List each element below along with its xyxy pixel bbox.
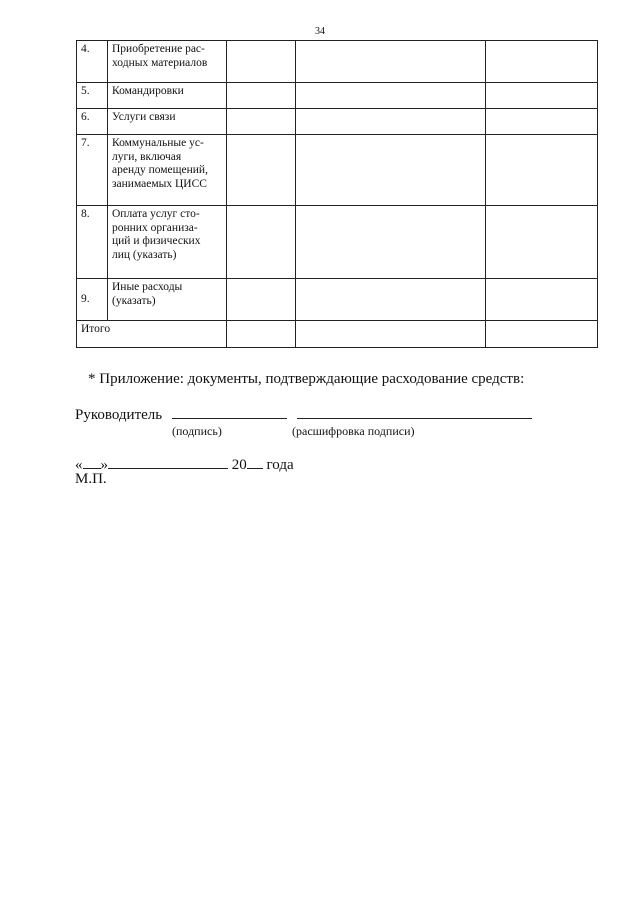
table-row	[77, 41, 598, 83]
total-cell	[296, 321, 486, 348]
row-label: Командировки	[108, 83, 227, 109]
seal-mark: М.П.	[75, 471, 107, 487]
month-field[interactable]	[108, 454, 228, 469]
expense-table	[76, 40, 598, 348]
row-label: Оплата услуг сто- ронних организа- ций и физических лиц (указать)	[108, 206, 227, 279]
amount-cell	[296, 206, 486, 279]
signature-line	[75, 404, 532, 424]
amount-cell	[227, 135, 296, 206]
date-line	[75, 454, 294, 474]
close-quote: »	[100, 457, 108, 473]
row-label: Приобретение рас- ходных материалов	[108, 41, 227, 83]
amount-cell	[486, 109, 598, 135]
amount-cell	[486, 135, 598, 206]
amount-cell	[486, 41, 598, 83]
row-number: 7.	[77, 135, 108, 206]
page-number: 34	[315, 26, 325, 37]
amount-cell	[296, 83, 486, 109]
amount-cell	[486, 279, 598, 321]
total-cell	[486, 321, 598, 348]
row-number: 6.	[77, 109, 108, 135]
row-label: Иные расходы (указать)	[108, 279, 227, 321]
amount-cell	[486, 206, 598, 279]
amount-cell	[296, 279, 486, 321]
year-prefix: 20	[231, 457, 247, 473]
total-label: Итого	[77, 321, 227, 348]
amount-cell	[296, 41, 486, 83]
table-row	[77, 135, 598, 206]
amount-cell	[296, 109, 486, 135]
appendix-note: * Приложение: документы, подтверждающие расходование средств:	[88, 371, 525, 387]
table-row	[77, 83, 598, 109]
row-number: 8.	[77, 206, 108, 279]
row-number: 9.	[77, 279, 108, 321]
day-field[interactable]	[83, 454, 101, 469]
amount-cell	[227, 83, 296, 109]
amount-cell	[227, 206, 296, 279]
row-label: Услуги связи	[108, 109, 227, 135]
row-label: Коммунальные ус- луги, включая аренду помещений, занимаемых ЦИСС	[108, 135, 227, 206]
total-row	[77, 321, 598, 348]
open-quote: «	[75, 457, 83, 473]
signature-caption: (подпись)	[172, 424, 222, 438]
signer-label: Руководитель	[75, 407, 163, 423]
row-number: 5.	[77, 83, 108, 109]
amount-cell	[227, 109, 296, 135]
year-suffix: года	[266, 457, 294, 473]
amount-cell	[486, 83, 598, 109]
signature-field[interactable]	[172, 404, 287, 419]
amount-cell	[227, 41, 296, 83]
table-row	[77, 109, 598, 135]
amount-cell	[227, 279, 296, 321]
signature-decoding-field[interactable]	[297, 404, 532, 419]
decoding-caption: (расшифровка подписи)	[292, 424, 415, 438]
amount-cell	[296, 135, 486, 206]
total-cell	[227, 321, 296, 348]
year-field[interactable]	[247, 454, 263, 469]
row-number: 4.	[77, 41, 108, 83]
table-row	[77, 279, 598, 321]
table-row	[77, 206, 598, 279]
